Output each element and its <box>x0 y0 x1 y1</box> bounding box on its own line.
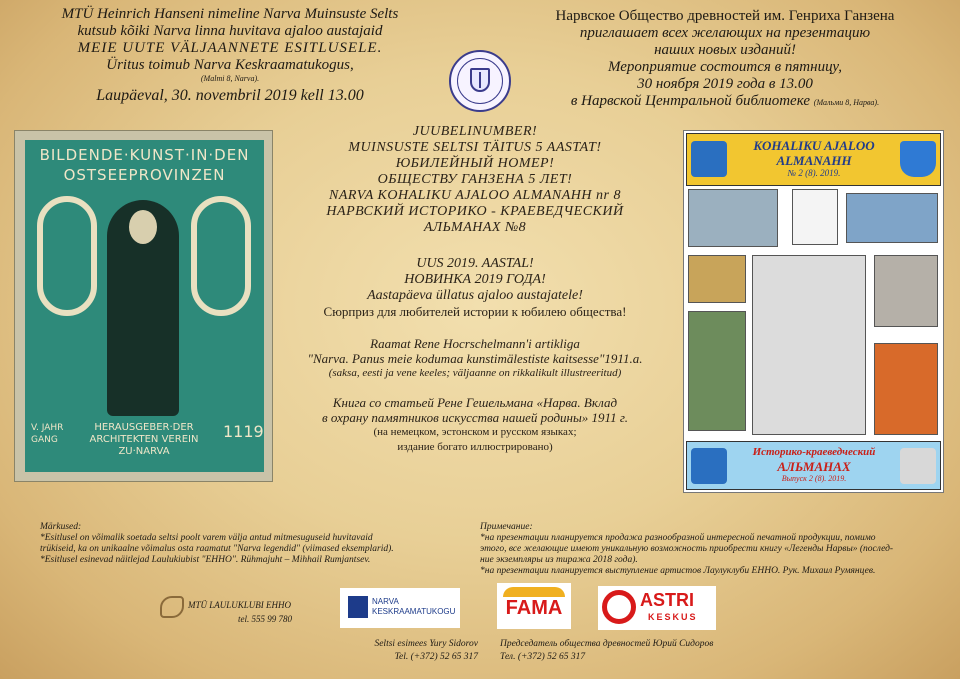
left-header-line1: MTÜ Heinrich Hanseni nimeline Narva Muinsuste Selts <box>61 6 399 22</box>
almanac-bottom-text <box>731 446 897 484</box>
center-l5: NARVA KOHALIKU AJALOO ALMANAHH nr 8 <box>329 188 621 203</box>
right-header-line4: Мероприятие состоится в пятницу, <box>607 59 843 75</box>
poster-foot-left: V. JAHR GANG <box>31 423 64 445</box>
bildende-kunst-poster-image <box>14 130 273 482</box>
right-header-line5: 30 ноября 2019 года в 13.00 <box>637 76 813 92</box>
poster-foot-mid3: ZU·NARVA <box>118 446 170 457</box>
center-l14: (saksa, eesti ja vene keeles; väljaanne on rikkalikult illustreeritud) <box>328 367 622 379</box>
center-jubilee <box>275 124 675 236</box>
ehho-name: MTÜ LAULUKLUBI EHHO <box>188 600 292 610</box>
footer-left1: Seltsi esimees Yury Sidorov <box>374 639 478 649</box>
notes-left-title: Märkused: <box>40 522 82 532</box>
poster-foot-mid <box>69 422 219 458</box>
notes-right <box>480 522 950 577</box>
almanac-photo-tree <box>688 311 746 431</box>
poster-ornament-right <box>191 196 251 316</box>
center-new <box>275 256 675 320</box>
center-l8: UUS 2019. AASTAL! <box>416 256 534 271</box>
center-l9: НОВИНКА 2019 ГОДА! <box>404 272 546 287</box>
narva-library-logo <box>340 588 460 628</box>
poster-foot-mid1: HERAUSGEBER·DER <box>94 422 194 433</box>
almanac-bottom-banner <box>686 441 941 490</box>
almanac-bot2: АЛЬМАНАХ <box>777 459 851 474</box>
almanac-photo-fortress <box>846 193 938 243</box>
notes-left-n3: *Esitlusel esinevad näitlejad Laulukiubist "EHHO". Rühmajuht – Mihhail Rumjantsev. <box>40 555 371 565</box>
poster-title2: OSTSEEPROVINZEN <box>63 166 226 184</box>
center-l11: Сюрприз для любителей истории к юбилею общества! <box>323 304 627 319</box>
right-header-line2: приглашает всех желающих на презентацию <box>579 25 871 41</box>
left-header-line6: Laupäeval, 30. novembril 2019 kell 13.00 <box>96 87 364 104</box>
center-l1: JUUBELINUMBER! <box>412 124 538 139</box>
right-header-line6-row <box>505 93 945 111</box>
almanac-photo-emblem <box>792 189 838 245</box>
notes-right-n4: *на презентации планируется выступление артистов Лаулуклуби ЕННО. Рук. Михаил Румянцев. <box>480 566 876 576</box>
center-l10: Aastapäeva üllatus ajaloo austajatele! <box>367 288 583 303</box>
right-header-line6: в Нарвской Центральной библиотеке <box>570 93 811 109</box>
center-book <box>275 336 675 381</box>
left-header-line3: MEIE UUTE VÄLJAANNETE ESITLUSELE. <box>77 40 383 56</box>
astri-circle-icon <box>602 590 636 624</box>
almanac-top3: № 2 (8). 2019. <box>787 168 841 178</box>
astri-keskus-logo <box>598 586 716 630</box>
library-name1: NARVA <box>372 597 399 606</box>
left-header-line2: kutsub kõiki Narva linna huvitava ajaloo austajaid <box>77 23 383 39</box>
almanac-photo-portrait <box>874 255 938 327</box>
astri-keskus: KESKUS <box>648 612 698 622</box>
center-l4: ОБЩЕСТВУ ГАНЗЕНА 5 ЛЕТ! <box>377 172 573 187</box>
almanac-bot3: Выпуск 2 (8). 2019. <box>781 474 847 483</box>
poster-title1: BILDENDE·KUNST·IN·DEN <box>39 146 250 164</box>
center-l2: MUINSUSTE SELTSI TÄITUS 5 AASTAT! <box>348 140 602 155</box>
almanac-photo-monument <box>688 189 778 247</box>
center-l16: в охрану памятников искусства нашей родины» 1911 г. <box>321 410 628 425</box>
fama-logo <box>497 583 571 629</box>
imperial-eagle-icon <box>900 448 936 484</box>
ehho-logo <box>160 592 330 632</box>
almanac-top1: KOHALIKU AJALOO <box>753 138 875 153</box>
footer-right <box>500 638 760 664</box>
notes-left-n1: *Esitlusel on võimalik soetada seltsi poolt varem välja antud mitmesuguseid huvitavaid <box>40 533 373 543</box>
poster-panel <box>25 140 264 472</box>
almanac-top-text <box>731 138 897 179</box>
library-icon <box>348 596 368 618</box>
right-header-line3: наших новых изданий! <box>654 42 796 58</box>
almanac-photo-building <box>688 255 746 303</box>
center-l17: (на немецком, эстонском и русском языках; <box>373 426 577 438</box>
notes-right-title: Примечание: <box>480 522 533 532</box>
ehho-head-icon <box>160 596 184 618</box>
notes-right-n2: этого, все желающие имеют уникальную возможность приобрести книгу «Легенды Нарвы» (послед- <box>480 544 894 554</box>
society-seal-logo <box>449 50 511 112</box>
astri-name: ASTRI <box>640 590 694 610</box>
almanac-photo-drawing <box>752 255 866 435</box>
poster-face <box>129 210 157 244</box>
center-l13: "Narva. Panus meie kodumaa kunstimälestiste kaitsesse"1911.a. <box>307 351 643 366</box>
library-name2: KESKRAAMATUKOGU <box>372 607 456 616</box>
footer-right1: Председатель общества древностей Юрий Сидоров <box>500 639 714 649</box>
notes-left-n2: trükiseid, ka on unikaalne võimalus osta raamatut "Narva legendid" (viimased eksemplarid). <box>40 544 394 554</box>
fish-crest-bottom-icon <box>691 448 727 484</box>
center-book-ru <box>275 395 675 455</box>
center-l12: Raamat Rene Hocrschelmann'i artikliga <box>370 336 580 351</box>
almanac-photo-poster <box>874 343 938 435</box>
notes-right-n3: ние экземпляры из тиража 2018 года). <box>480 555 638 565</box>
left-header-line5: (Malmi 8, Narva). <box>200 74 260 83</box>
almanac-cover-image <box>683 130 944 493</box>
center-block <box>275 124 675 455</box>
right-header-line6-small: (Мальми 8, Нарва). <box>813 98 880 107</box>
poster-foot-right: 1119 <box>223 422 264 441</box>
center-l6: НАРВСКИЙ ИСТОРИКО - КРАЕВЕДЧЕСКИЙ <box>326 204 624 219</box>
footer-right2: Тел. (+372) 52 65 317 <box>500 652 586 662</box>
fish-crest-icon <box>691 141 727 177</box>
almanac-bot1: Историко-краеведческий <box>752 446 876 458</box>
notes-left <box>40 522 460 566</box>
center-l3: ЮБИЛЕЙНЫЙ НОМЕР! <box>395 156 555 171</box>
right-header-line1: Нарвское Общество древностей им. Генриха Ганзена <box>555 8 895 24</box>
footer-left <box>238 638 478 664</box>
center-l15: Книга со статьей Рене Гешельмана «Нарва. Вклад <box>332 395 618 410</box>
fama-name: FAMA <box>505 597 563 619</box>
coat-of-arms-icon <box>900 141 936 177</box>
left-header-line4: Üritus toimub Narva Keskraamatukogus, <box>106 57 354 73</box>
almanac-top2: ALMANAHH <box>776 153 852 168</box>
poster-ornament-left <box>37 196 97 316</box>
center-l18: издание богато иллюстрировано) <box>397 441 553 453</box>
notes-right-n1: *на презентации планируется продажа разнообразной интересной печатной продукции, помимо <box>480 533 876 543</box>
almanac-top-banner <box>686 133 941 186</box>
right-header <box>505 8 945 111</box>
footer-left2: Tel. (+372) 52 65 317 <box>394 652 478 662</box>
left-header <box>20 6 440 104</box>
fama-arc-icon <box>503 587 565 597</box>
poster-foot-mid2: ARCHITEKTEN VEREIN <box>89 434 199 445</box>
seal-shield-icon <box>470 68 490 92</box>
ehho-tel: tel. 555 99 780 <box>238 614 292 624</box>
center-l7: АЛЬМАНАХ №8 <box>423 220 527 235</box>
